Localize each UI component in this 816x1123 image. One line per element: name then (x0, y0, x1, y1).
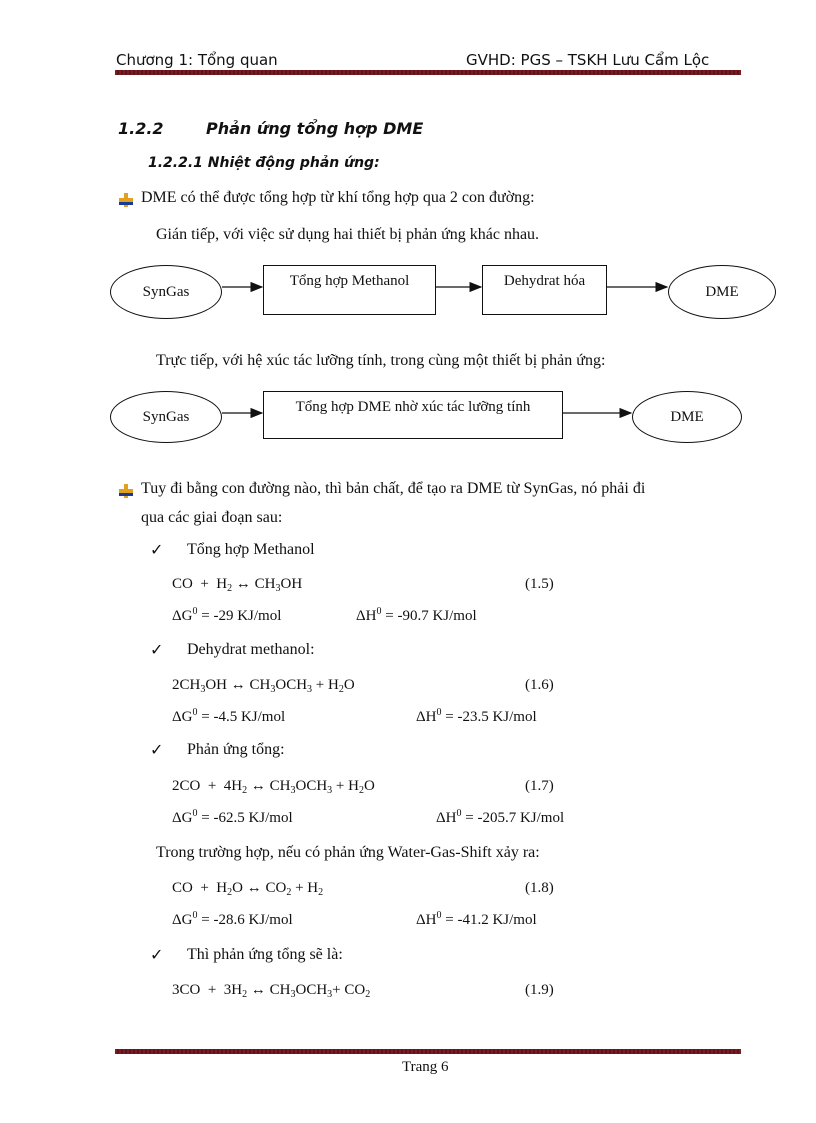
delta-h-1-8: $\Delta H^0 = -41.2$ KJ/mol (416, 910, 537, 928)
delta-g-1-8: $\Delta G^0 = -28.6$ KJ/mol (172, 910, 293, 928)
flow1-dme-node: DME (668, 265, 776, 319)
equation-number: (1.9) (525, 982, 554, 998)
delta-g-1-7: $\Delta G^0 = -62.5$ KJ/mol (172, 808, 293, 826)
delta-h-1-7: $\Delta H^0 = -205.7$ KJ/mol (436, 808, 565, 826)
wgs-text: Trong trường hợp, nếu có phản ứng Water-Gas-Shift xảy ra: (156, 844, 540, 861)
step-total-with-wgs: Thì phản ứng tổng sẽ là: (187, 946, 343, 963)
flow1-methanol-box: Tổng hợp Methanol (263, 265, 436, 315)
stages-paragraph-line1: Tuy đi bằng con đường nào, thì bản chất, để tạo ra DME từ SynGas, nó phải đi (141, 480, 646, 497)
header-chapter: Chương 1: Tổng quan (116, 51, 278, 69)
section-title: Phản ứng tổng hợp DME (206, 119, 424, 138)
stages-paragraph-line2: qua các giai đoạn sau: (141, 509, 283, 526)
equation-number: (1.8) (525, 880, 554, 896)
checkmark-icon: ✓ (150, 740, 164, 759)
section-number: 1.2.2 (118, 119, 164, 138)
delta-h-1-5: $\Delta H^0 = -90.7$ KJ/mol (356, 606, 477, 624)
step-overall-reaction: Phản ứng tổng: (187, 741, 285, 758)
subsection-title: 1.2.2.1 Nhiệt động phản ứng: (148, 155, 380, 171)
checkmark-icon: ✓ (150, 540, 164, 559)
delta-h-1-6: $\Delta H^0 = -23.5$ KJ/mol (416, 707, 537, 725)
checkmark-icon: ✓ (150, 640, 164, 659)
indirect-route-text: Gián tiếp, với việc sử dụng hai thiết bị phản ứng khác nhau. (156, 226, 540, 243)
equation-1-7: $2CO + 4H_2$ ↔ $CH_3OCH_3 + H_2O$ (172, 778, 375, 796)
plus-bullet-icon (118, 483, 134, 499)
footer-rule (115, 1049, 741, 1054)
checkmark-icon: ✓ (150, 945, 164, 964)
equation-1-8: CO + $H_2O$ ↔ $CO_2 + H_2$ (172, 880, 324, 898)
page-number: Trang 6 (402, 1059, 449, 1075)
equation-1-9: $3CO + 3H_2$ ↔ $CH_3OCH_3+ CO_2$ (172, 982, 371, 1000)
intro-paragraph: DME có thể được tổng hợp từ khí tổng hợp qua 2 con đường: (141, 189, 535, 206)
delta-g-1-6: $\Delta G^0 = -4.5$ KJ/mol (172, 707, 286, 725)
equation-1-6: $2CH_3OH$ ↔ $CH_3OCH_3 + H_2O$ (172, 677, 355, 695)
delta-g-1-5: $\Delta G^0 = -29$ KJ/mol (172, 606, 282, 624)
flow2-dme-node: DME (632, 391, 742, 443)
step-dehydration: Dehydrat methanol: (187, 641, 315, 658)
equation-number: (1.7) (525, 778, 554, 794)
equation-number: (1.5) (525, 576, 554, 592)
equation-1-5: CO + $H_2$ ↔ $CH_3OH$ (172, 576, 303, 594)
flow2-dme-synthesis-box: Tổng hợp DME nhờ xúc tác lưỡng tính (263, 391, 563, 439)
flow2-syngas-node: SynGas (110, 391, 222, 443)
equation-number: (1.6) (525, 677, 554, 693)
flow1-dehydration-box: Dehydrat hóa (482, 265, 607, 315)
header-advisor: GVHD: PGS – TSKH Lưu Cẩm Lộc (466, 51, 710, 69)
step-methanol-synthesis: Tổng hợp Methanol (187, 541, 315, 558)
direct-route-text: Trực tiếp, với hệ xúc tác lưỡng tính, trong cùng một thiết bị phản ứng: (156, 352, 606, 369)
flow1-syngas-node: SynGas (110, 265, 222, 319)
